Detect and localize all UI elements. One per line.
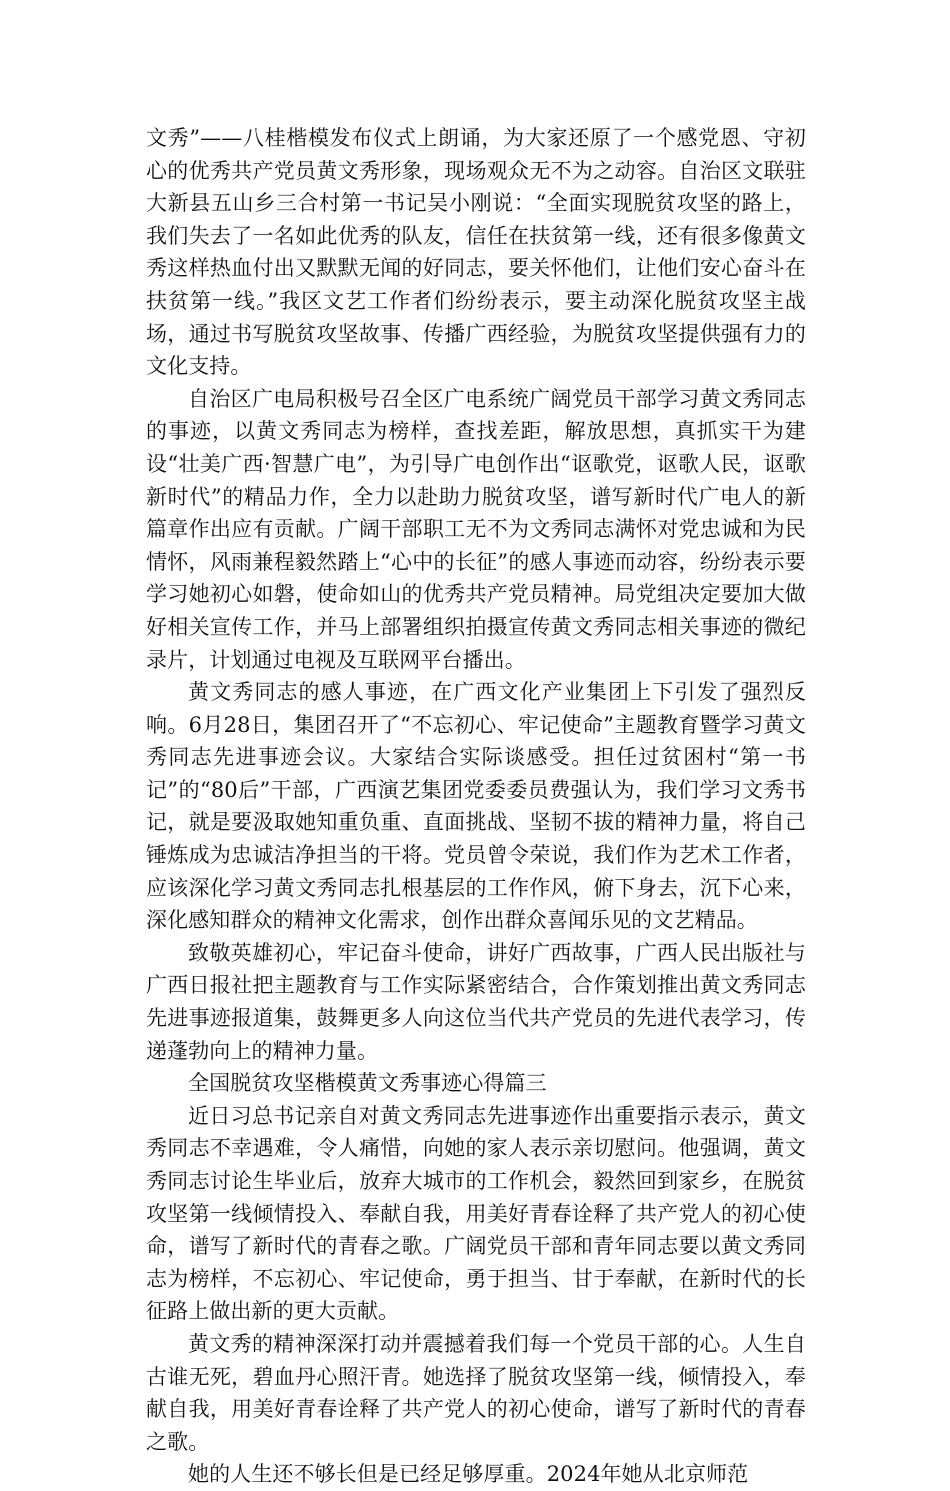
paragraph-5: 近日习总书记亲自对黄文秀同志先进事迹作出重要指示表示，黄文秀同志不幸遇难，令人痛惜，向她的家人表示亲切慰问。他强调，黄文秀同志讨论生毕业后，放弃大城市的工作机会，毅然回到家乡，在脱贫攻坚第一线倾情投入、奉献自我，用美好青春诠释了共产党人的初心使命，谱写了新时代的青春之歌。广阔党员干部和青年同志要以黄文秀同志为榜样，不忘初心、牢记使命，勇于担当、甘于奉献，在新时代的长征路上做出新的更大贡献。 [146, 1103, 806, 1324]
document-body [146, 122, 806, 1491]
paragraph-1: 文秀”——八桂楷模发布仪式上朗诵，为大家还原了一个感党恩、守初心的优秀共产党员黄文秀形象，现场观众无不为之动容。自治区文联驻大新县五山乡三合村第一书记吴小刚说：“全面实现脱贫攻坚的路上，我们失去了一名如此优秀的队友，信任在扶贫第一线，还有很多像黄文秀这样热血付出又默默无闻的好同志，要关怀他们，让他们安心奋斗在扶贫第一线。”我区文艺工作者们纷纷表示，要主动深化脱贫攻坚主战场，通过书写脱贫攻坚故事、传播广西经验，为脱贫攻坚提供强有力的文化支持。 [146, 126, 806, 379]
paragraph-2: 自治区广电局积极号召全区广电系统广阔党员干部学习黄文秀同志的事迹，以黄文秀同志为榜样，查找差距，解放思想，真抓实干为建设“壮美广西·智慧广电”，为引导广电创作出“讴歌党，讴歌人民，讴歌新时代”的精品力作，全力以赴助力脱贫攻坚，谱写新时代广电人的新篇章作出应有贡献。广阔干部职工无不为文秀同志满怀对党忠诚和为民情怀，风雨兼程毅然踏上“心中的长征”的感人事迹而动容，纷纷表示要学习她初心如磐，使命如山的优秀共产党员精神。局党组决定要加大做好相关宣传工作，并马上部署组织拍摄宣传黄文秀同志相关事迹的微纪录片，计划通过电视及互联网平台播出。 [146, 386, 806, 672]
paragraph-3: 黄文秀同志的感人事迹，在广西文化产业集团上下引发了强烈反响。6月28日，集团召开了“不忘初心、牢记使命”主题教育暨学习黄文秀同志先进事迹会议。大家结合实际谈感受。担任过贫困村“第一书记”的“80后”干部，广西演艺集团党委委员费强认为，我们学习文秀书记，就是要汲取她知重负重、直面挑战、坚韧不拔的精神力量，将自己锤炼成为忠诚洁净担当的干将。党员曾令荣说，我们作为艺术工作者，应该深化学习黄文秀同志扎根基层的工作作风，俯下身去，沉下心来，深化感知群众的精神文化需求，创作出群众喜闻乐见的文艺精品。 [146, 680, 806, 933]
paragraph-7: 她的人生还不够长但是已经足够厚重。2024年她从北京师范 [188, 1462, 749, 1487]
paragraph-4: 致敬英雄初心，牢记奋斗使命，讲好广西故事，广西人民出版社与广西日报社把主题教育与工作实际紧密结合，合作策划推出黄文秀同志先进事迹报道集，鼓舞更多人向这位当代共产党员的先进代表学习，传递蓬勃向上的精神力量。 [146, 940, 806, 1063]
paragraph-6: 黄文秀的精神深深打动并震撼着我们每一个党员干部的心。人生自古谁无死，碧血丹心照汗青。她选择了脱贫攻坚第一线，倾情投入，奉献自我，用美好青春诠释了共产党人的初心使命，谱写了新时代的青春之歌。 [146, 1331, 806, 1454]
section-heading: 全国脱贫攻坚楷模黄文秀事迹心得篇三 [188, 1071, 547, 1096]
